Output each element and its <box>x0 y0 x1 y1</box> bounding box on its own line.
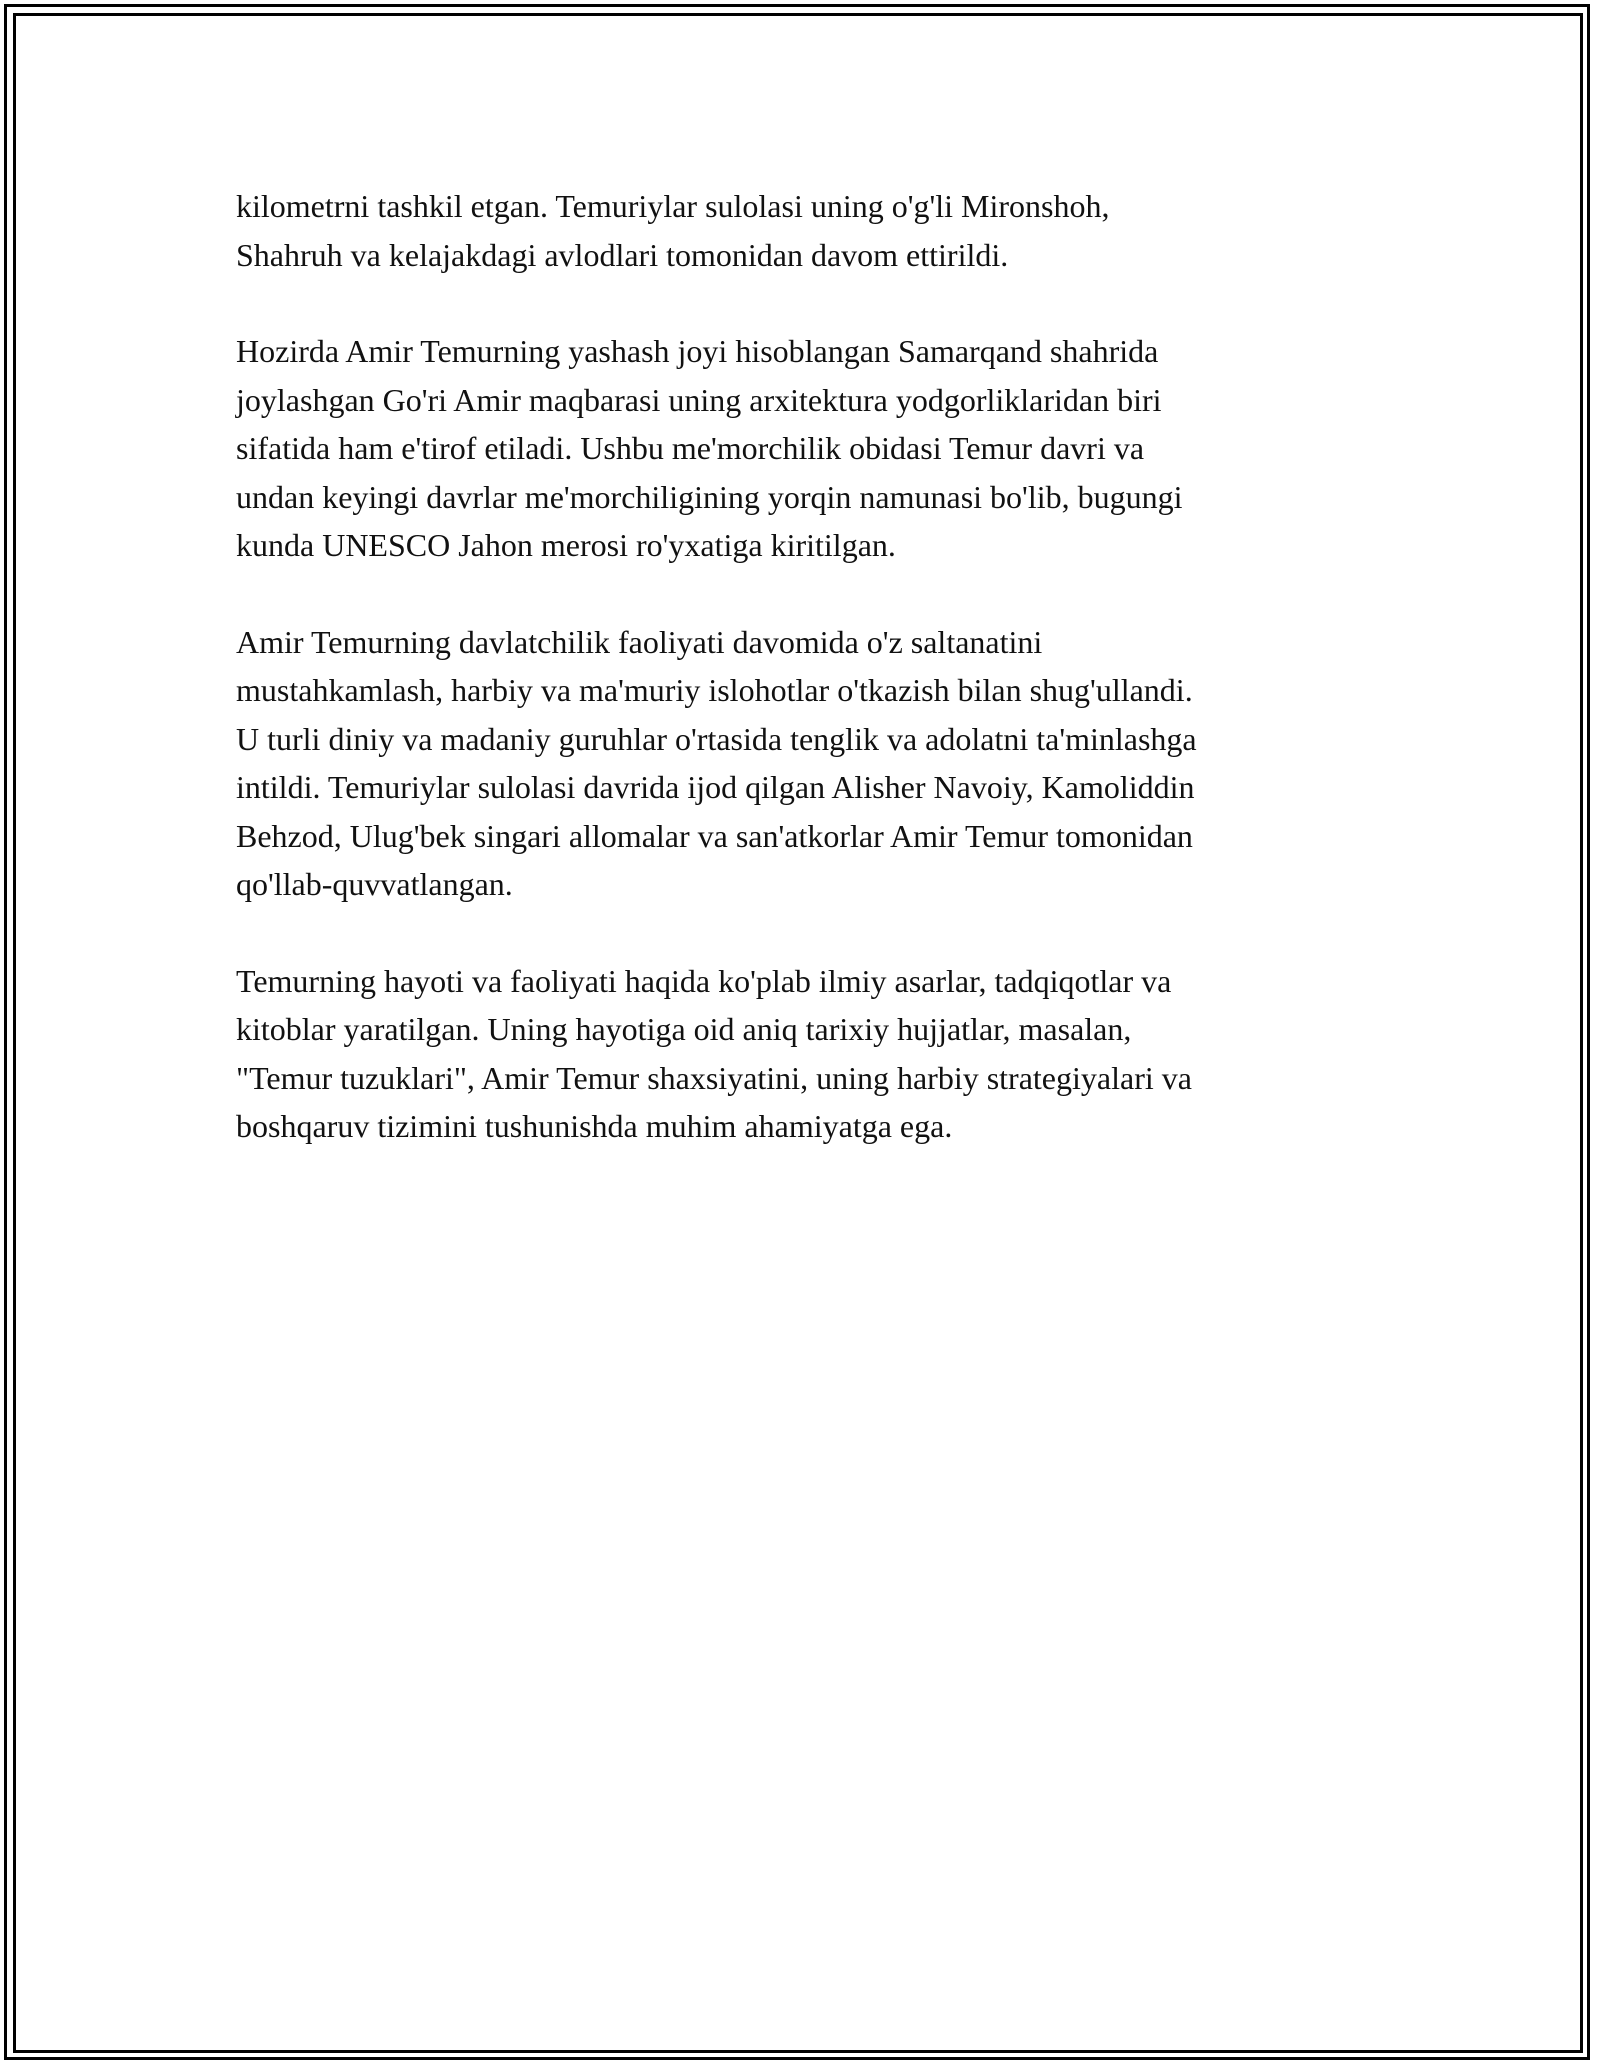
document-body <box>236 182 1366 1199</box>
paragraph-3: Amir Temurning davlatchilik faoliyati davomida o'z saltanatini mustahkamlash, harbiy va ma'muriy islohotlar o'tkazish bilan shug'ullandi. U turli diniy va madaniy guruhlar o'rtasida tenglik va adolatni ta'minlashga intildi. Temuriylar sulolasi davrida ijod qilgan Alisher Navoiy, Kamoliddin Behzod, Ulug'bek singari allomalar va san'atkorlar Amir Temur tomonidan qo'llab-quvvatlangan. <box>236 623 1197 902</box>
paragraph-2: Hozirda Amir Temurning yashash joyi hisoblangan Samarqand shahrida joylashgan Go'ri Amir maqbarasi uning arxitektura yodgorliklaridan biri sifatida ham e'tirof etiladi. Ushbu me'morchilik obidasi Temur davri va undan keyingi davrlar me'morchiligining yorqin namunasi bo'lib, bugungi kunda UNESCO Jahon merosi ro'yxatiga kiritilgan. <box>236 333 1183 563</box>
paragraph-1: kilometrni tashkil etgan. Temuriylar sulolasi uning o'g'li Mironshoh, Shahruh va kelajakdagi avlodlari tomonidan davom ettirildi. <box>236 188 1110 273</box>
paragraph-4: Temurning hayoti va faoliyati haqida ko'plab ilmiy asarlar, tadqiqotlar va kitoblar yaratilgan. Uning hayotiga oid aniq tarixiy hujjatlar, masalan, "Temur tuzuklari", Amir Temur shaxsiyatini, uning harbiy strategiyalari va boshqaruv tizimini tushunishda muhim ahamiyatga ega. <box>236 962 1192 1144</box>
